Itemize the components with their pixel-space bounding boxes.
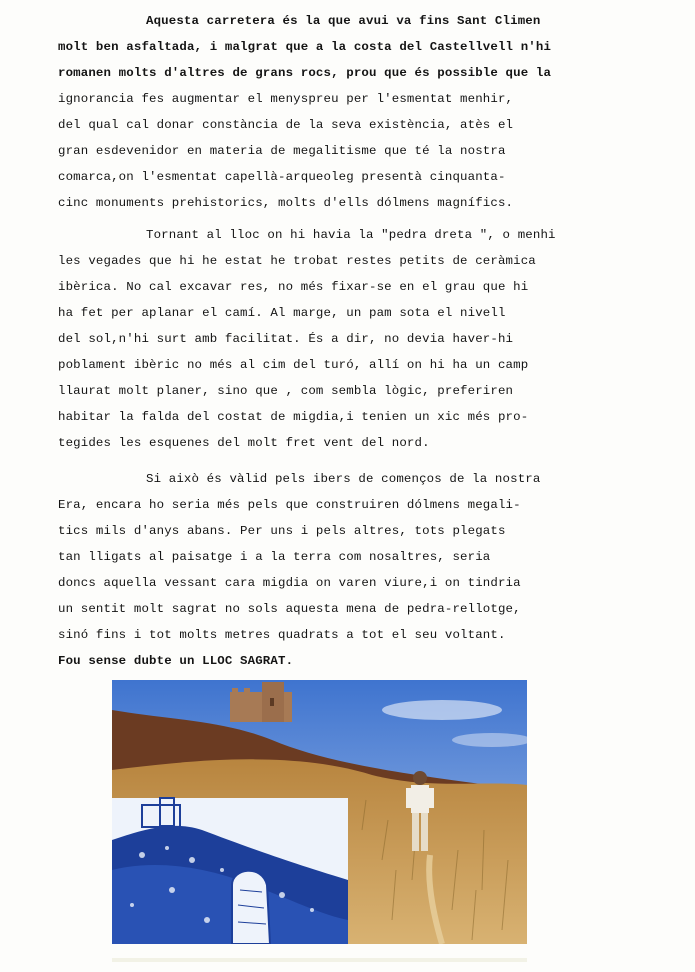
text-line: del sol,n'hi surt amb facilitat. És a dir, no devia haver-hi xyxy=(58,332,514,346)
text-line: del qual cal donar constància de la seva existència, atès el xyxy=(58,118,514,132)
text-line: habitar la falda del costat de migdia,i tenien un xic més pro- xyxy=(58,410,529,424)
paragraph-2 xyxy=(58,222,618,456)
paragraph-1 xyxy=(58,8,618,216)
text-line: comarca,on l'esmentat capellà-arqueoleg presentà cinquanta- xyxy=(58,170,506,184)
landscape-photo xyxy=(112,680,527,944)
text-line: molt ben asfaltada, i malgrat que a la costa del Castellvell n'hi xyxy=(58,40,552,54)
text-line: Tornant al lloc on hi havia la "pedra dreta ", o menhi xyxy=(146,228,556,242)
text-line: doncs aquella vessant cara migdia on varen viure,i on tindria xyxy=(58,576,521,590)
text-line: ha fet per aplanar el camí. Al marge, un pam sota el nivell xyxy=(58,306,506,320)
inset-blue-photo xyxy=(112,798,348,944)
text-line: Fou sense dubte un LLOC SAGRAT. xyxy=(58,654,294,668)
text-line: un sentit molt sagrat no sols aquesta mena de pedra-rellotge, xyxy=(58,602,521,616)
text-line: llaurat molt planer, sino que , com sembla lògic, preferiren xyxy=(58,384,514,398)
text-line: Aquesta carretera és la que avui va fins Sant Climen xyxy=(146,14,541,28)
text-line: ignorancia fes augmentar el menyspreu per l'esmentat menhir, xyxy=(58,92,514,106)
text-line: tics mils d'anys abans. Per uns i pels altres, tots plegats xyxy=(58,524,506,538)
text-line: tan lligats al paisatge i a la terra com nosaltres, seria xyxy=(58,550,491,564)
text-line: cinc monuments prehistorics, molts d'ells dólmens magnífics. xyxy=(58,196,514,210)
text-line: sinó fins i tot molts metres quadrats a tot el seu voltant. xyxy=(58,628,506,642)
menhir-stone xyxy=(232,871,270,944)
text-line: romanen molts d'altres de grans rocs, prou que és possible que la xyxy=(58,66,552,80)
text-line: tegides les esquenes del molt fret vent del nord. xyxy=(58,436,430,450)
text-line: gran esdevenidor en materia de megalitisme que té la nostra xyxy=(58,144,506,158)
scan-edge xyxy=(112,958,527,962)
text-line: Si això és vàlid pels ibers de començos de la nostra xyxy=(146,472,541,486)
text-line: poblament ibèric no més al cim del turó, allí on hi ha un camp xyxy=(58,358,529,372)
text-line: les vegades que hi he estat he trobat restes petits de ceràmica xyxy=(58,254,536,268)
cloud xyxy=(382,700,502,720)
landscape-photo-illustration xyxy=(112,680,527,944)
text-line: ibèrica. No cal excavar res, no més fixar-se en el grau que hi xyxy=(58,280,529,294)
text-line: Era, encara ho seria més pels que construiren dólmens megali- xyxy=(58,498,521,512)
paragraph-3 xyxy=(58,466,618,674)
